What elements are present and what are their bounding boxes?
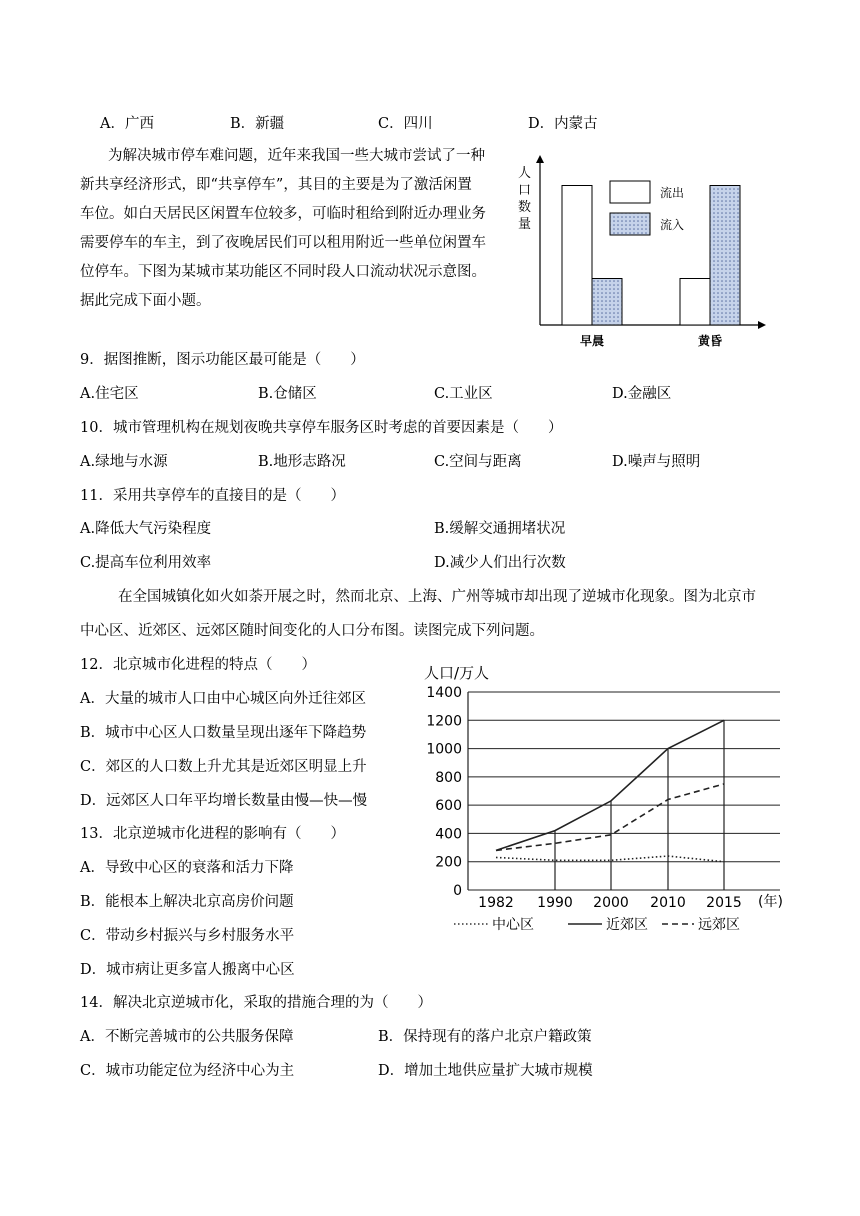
legend-swatch-inflow	[610, 213, 650, 235]
legend-label-center: 中心区	[492, 917, 534, 933]
x-tick-label-1982: 1982	[478, 895, 514, 911]
bar-outflow-evening	[680, 279, 710, 326]
y-axis-label-3: 数	[518, 200, 532, 215]
q8-option-b: B．新疆	[230, 116, 285, 132]
series-line-near-suburb	[496, 720, 724, 850]
q9-option-b: B.仓储区	[258, 386, 317, 402]
x-tick-label-2015: 2015	[706, 895, 742, 911]
q13-option-a: A．导致中心区的衰落和活力下降	[80, 860, 294, 876]
q9-stem: 9．据图推断，图示功能区最可能是（ ）	[80, 352, 365, 368]
legend-label-near: 近郊区	[606, 917, 648, 933]
series-line-center	[496, 856, 724, 862]
x-tick-label-1990: 1990	[537, 895, 573, 911]
q10-option-d: D.噪声与照明	[612, 454, 701, 470]
passage-counter-urbanization	[80, 580, 790, 648]
y-tick-label-600: 600	[435, 798, 462, 815]
legend-label-outflow: 流出	[660, 186, 685, 200]
q12-option-c: C．郊区的人口数上升尤其是近郊区明显上升	[80, 759, 367, 775]
q12-option-a: A．大量的城市人口由中心城区向外迁往郊区	[80, 691, 366, 707]
q10-option-c: C.空间与距离	[434, 454, 522, 470]
q12-option-d: D．远郊区人口年平均增长数量由慢—快—慢	[80, 793, 368, 809]
y-axis-label-2: 口	[518, 183, 532, 198]
q11-option-b: B.缓解交通拥堵状况	[434, 521, 566, 537]
x-axis-unit: (年)	[758, 894, 783, 910]
x-tick-evening: 黄昏	[697, 334, 723, 348]
passage-line: 车位。如白天居民区闲置车位较多，可临时租给到附近办理业务	[80, 206, 486, 222]
q12-stem: 12．北京城市化进程的特点（ ）	[80, 657, 316, 673]
passage-parking	[80, 142, 486, 316]
passage-line: 位停车。下图为某城市某功能区不同时段人口流动状况示意图。	[80, 264, 486, 280]
q11-option-c: C.提高车位利用效率	[80, 555, 212, 571]
q14-option-d: D．增加土地供应量扩大城市规模	[378, 1063, 593, 1079]
q14-option-a: A．不断完善城市的公共服务保障	[80, 1029, 294, 1045]
q14-option-b: B．保持现有的落户北京户籍政策	[378, 1029, 592, 1045]
y-tick-label-1400: 1400	[426, 685, 462, 701]
series-line-far-suburb	[496, 784, 724, 850]
y-tick-label-0: 0	[453, 883, 462, 899]
legend-label-inflow: 流入	[660, 218, 685, 232]
bar-inflow-evening	[710, 186, 740, 326]
passage-line: 在全国城镇化如火如荼开展之时，然而北京、上海、广州等城市却出现了逆城市化现象。图为北京市	[118, 589, 756, 605]
y-tick-label-400: 400	[435, 826, 462, 843]
bar-inflow-morning	[592, 279, 622, 326]
q13-option-d: D．城市病让更多富人搬离中心区	[80, 962, 295, 978]
y-axis-label-1: 人	[518, 166, 532, 181]
y-tick-label-1200: 1200	[426, 713, 462, 730]
passage-line: 新共享经济形式，即“共享停车”，其目的主要是为了激活闲置	[80, 177, 472, 193]
passage-line: 据此完成下面小题。	[80, 293, 211, 309]
q11-option-a: A.降低大气污染程度	[80, 521, 212, 537]
q10-option-b: B.地形志路况	[258, 454, 346, 470]
q13-stem: 13．北京逆城市化进程的影响有（ ）	[80, 826, 345, 842]
q13-option-c: C．带动乡村振兴与乡村服务水平	[80, 928, 295, 944]
x-tick-label-2000: 2000	[593, 895, 629, 911]
x-tick-label-2010: 2010	[650, 895, 686, 911]
q9-option-c: C.工业区	[434, 386, 493, 402]
y-axis	[536, 155, 544, 325]
q10-stem: 10．城市管理机构在规划夜晚共享停车服务区时考虑的首要因素是（ ）	[80, 420, 563, 436]
q13-option-b: B．能根本上解决北京高房价问题	[80, 894, 294, 910]
beijing-population-line-chart	[418, 660, 798, 940]
q8-option-a: A．广西	[100, 116, 154, 132]
q11-option-d: D.减少人们出行次数	[434, 555, 566, 571]
bar-outflow-morning	[562, 186, 592, 326]
y-tick-label-1000: 1000	[426, 741, 462, 758]
q10-option-a: A.绿地与水源	[80, 454, 168, 470]
y-axis-label-4: 量	[518, 217, 532, 232]
q8-option-c: C．四川	[378, 116, 433, 132]
legend-label-far: 远郊区	[698, 917, 740, 933]
q14-option-c: C．城市功能定位为经济中心为主	[80, 1063, 295, 1079]
population-flow-bar-chart	[520, 155, 770, 355]
y-tick-label-800: 800	[435, 769, 462, 786]
y-tick-label-200: 200	[435, 854, 462, 871]
q12-option-b: B．城市中心区人口数量呈现出逐年下降趋势	[80, 725, 367, 741]
q9-option-a: A.住宅区	[80, 386, 139, 402]
passage-line: 中心区、近郊区、远郊区随时间变化的人口分布图。读图完成下列问题。	[80, 623, 544, 639]
y-axis-title: 人口/万人	[424, 664, 490, 682]
passage-line: 需要停车的车主，到了夜晚居民们可以租用附近一些单位闲置车	[80, 235, 486, 251]
passage-line: 为解决城市停车难问题，近年来我国一些大城市尝试了一种	[108, 148, 485, 164]
q14-stem: 14．解决北京逆城市化，采取的措施合理的为（ ）	[80, 995, 432, 1011]
x-tick-morning: 早晨	[579, 334, 605, 348]
legend	[454, 916, 740, 933]
legend-swatch-outflow	[610, 181, 650, 203]
q9-option-d: D.金融区	[612, 386, 672, 402]
q11-stem: 11．采用共享停车的直接目的是（ ）	[80, 488, 345, 504]
q8-option-d: D．内蒙古	[528, 116, 598, 132]
